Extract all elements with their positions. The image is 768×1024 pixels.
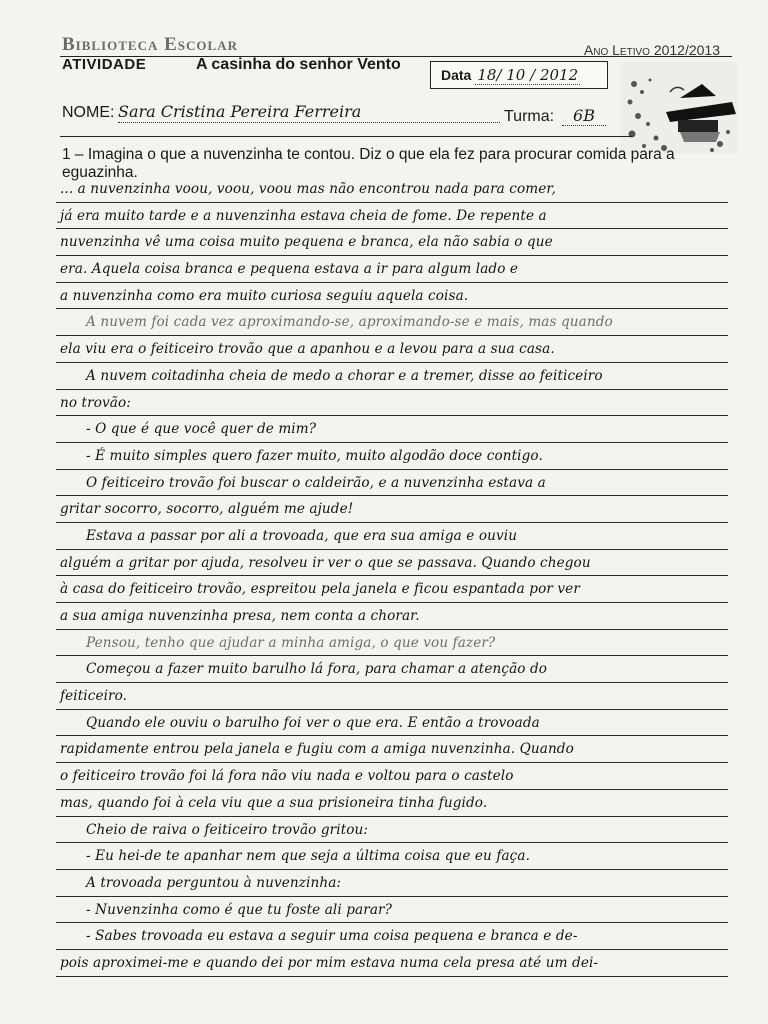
handwritten-text: já era muito tarde e a nuvenzinha estava cheia de fome. De repente a <box>60 207 547 224</box>
student-name: Sara Cristina Pereira Ferreira <box>118 102 500 123</box>
handwritten-text: A trovoada perguntou à nuvenzinha: <box>86 874 342 891</box>
handwritten-text: O feiticeiro trovão foi buscar o caldeirão, e a nuvenzinha estava a <box>86 474 546 491</box>
answer-line <box>56 923 728 950</box>
answer-line <box>56 203 728 230</box>
handwritten-text: - É muito simples quero fazer muito, muito algodão doce contigo. <box>86 447 543 464</box>
answer-line <box>56 229 728 256</box>
handwritten-text: feiticeiro. <box>60 688 128 705</box>
answer-area <box>56 176 728 977</box>
answer-line <box>56 950 728 977</box>
handwritten-text: A nuvem foi cada vez aproximando-se, aproximando-se e mais, mas quando <box>86 314 613 331</box>
answer-line <box>56 683 728 710</box>
answer-line <box>56 870 728 897</box>
handwritten-text: era. Aquela coisa branca e pequena estava a ir para algum lado e <box>60 261 519 278</box>
answer-line <box>56 443 728 470</box>
handwritten-text: ela viu era o feiticeiro trovão que a apanhou e a levou para a sua casa. <box>60 341 555 358</box>
handwritten-text: mas, quando foi à cela viu que a sua prisioneira tinha fugido. <box>60 794 488 811</box>
handwritten-text: Cheio de raiva o feiticeiro trovão gritou: <box>86 821 369 838</box>
handwritten-text: - Nuvenzinha como é que tu foste ali parar? <box>86 901 393 918</box>
handwritten-text: Quando ele ouviu o barulho foi ver o que era. E então a trovoada <box>86 714 540 731</box>
date-value: 18/ 10 / 2012 <box>477 65 579 84</box>
story-title: A casinha do senhor Vento <box>196 56 401 73</box>
handwritten-text: gritar socorro, socorro, alguém me ajude! <box>60 501 354 518</box>
class-value: 6B <box>562 106 606 126</box>
answer-line <box>56 630 728 657</box>
handwritten-text: pois aproximei-me e quando dei por mim estava numa cela presa até um dei- <box>60 954 599 971</box>
handwritten-text: rapidamente entrou pela janela e fugiu com a amiga nuvenzinha. Quando <box>60 741 574 758</box>
handwritten-text: Estava a passar por ali a trovoada, que era sua amiga e ouviu <box>86 527 518 544</box>
handwritten-text: A nuvem coitadinha cheia de medo a chorar e a tremer, disse ao feiticeiro <box>86 367 603 384</box>
handwritten-text: Começou a fazer muito barulho lá fora, para chamar a atenção do <box>86 661 548 678</box>
handwritten-text: nuvenzinha vê uma coisa muito pequena e branca, ela não sabia o que <box>60 234 553 251</box>
answer-line <box>56 603 728 630</box>
question-prompt: 1 – Imagina o que a nuvenzinha te contou. Diz o que ela fez para procurar comida para a eguazinha. <box>62 146 675 181</box>
answer-line <box>56 656 728 683</box>
answer-line <box>56 897 728 924</box>
handwritten-text: a sua amiga nuvenzinha presa, nem conta a chorar. <box>60 608 420 624</box>
handwritten-text: o feiticeiro trovão foi lá fora não viu nada e voltou para o castelo <box>60 768 514 785</box>
cloud-house-illustration <box>620 62 738 154</box>
answer-line <box>56 416 728 443</box>
answer-line <box>56 576 728 603</box>
answer-line <box>56 496 728 523</box>
answer-line <box>56 550 728 577</box>
handwritten-text: à casa do feiticeiro trovão, espreitou pela janela e ficou espantada por ver <box>60 581 580 598</box>
answer-line <box>56 710 728 737</box>
answer-line <box>56 523 728 550</box>
answer-line <box>56 470 728 497</box>
answer-line <box>56 283 728 310</box>
answer-line <box>56 843 728 870</box>
handwritten-text: no trovão: <box>60 394 131 411</box>
answer-line <box>56 390 728 417</box>
answer-line <box>56 256 728 283</box>
answer-line <box>56 176 728 203</box>
answer-line <box>56 790 728 817</box>
handwritten-text: - Eu hei-de te apanhar nem que seja a última coisa que eu faça. <box>86 848 531 865</box>
answer-line <box>56 817 728 844</box>
handwritten-text: alguém a gritar por ajuda, resolveu ir ver o que se passava. Quando chegou <box>60 554 591 571</box>
handwritten-text: Pensou, tenho que ajudar a minha amiga, o que vou fazer? <box>86 634 496 651</box>
name-divider <box>60 136 632 137</box>
answer-line <box>56 736 728 763</box>
answer-line <box>56 363 728 390</box>
date-box <box>430 61 608 89</box>
school-library-title: Biblioteca Escolar <box>62 34 238 55</box>
answer-line <box>56 309 728 336</box>
date-label: Data <box>441 67 472 83</box>
answer-line <box>56 763 728 790</box>
school-year: Ano Letivo 2012/2013 <box>583 42 720 58</box>
name-label: NOME: <box>62 104 115 121</box>
handwritten-text: - O que é que você quer de mim? <box>86 421 317 438</box>
class-label: Turma: <box>504 108 555 125</box>
handwritten-text: ... a nuvenzinha voou, voou, voou mas não encontrou nada para comer, <box>60 181 556 197</box>
answer-line <box>56 336 728 363</box>
handwritten-text: a nuvenzinha como era muito curiosa seguiu aquela coisa. <box>60 287 469 304</box>
handwritten-text: - Sabes trovoada eu estava a seguir uma coisa pequena e branca e de- <box>86 928 578 945</box>
activity-label: ATIVIDADE <box>62 56 147 73</box>
